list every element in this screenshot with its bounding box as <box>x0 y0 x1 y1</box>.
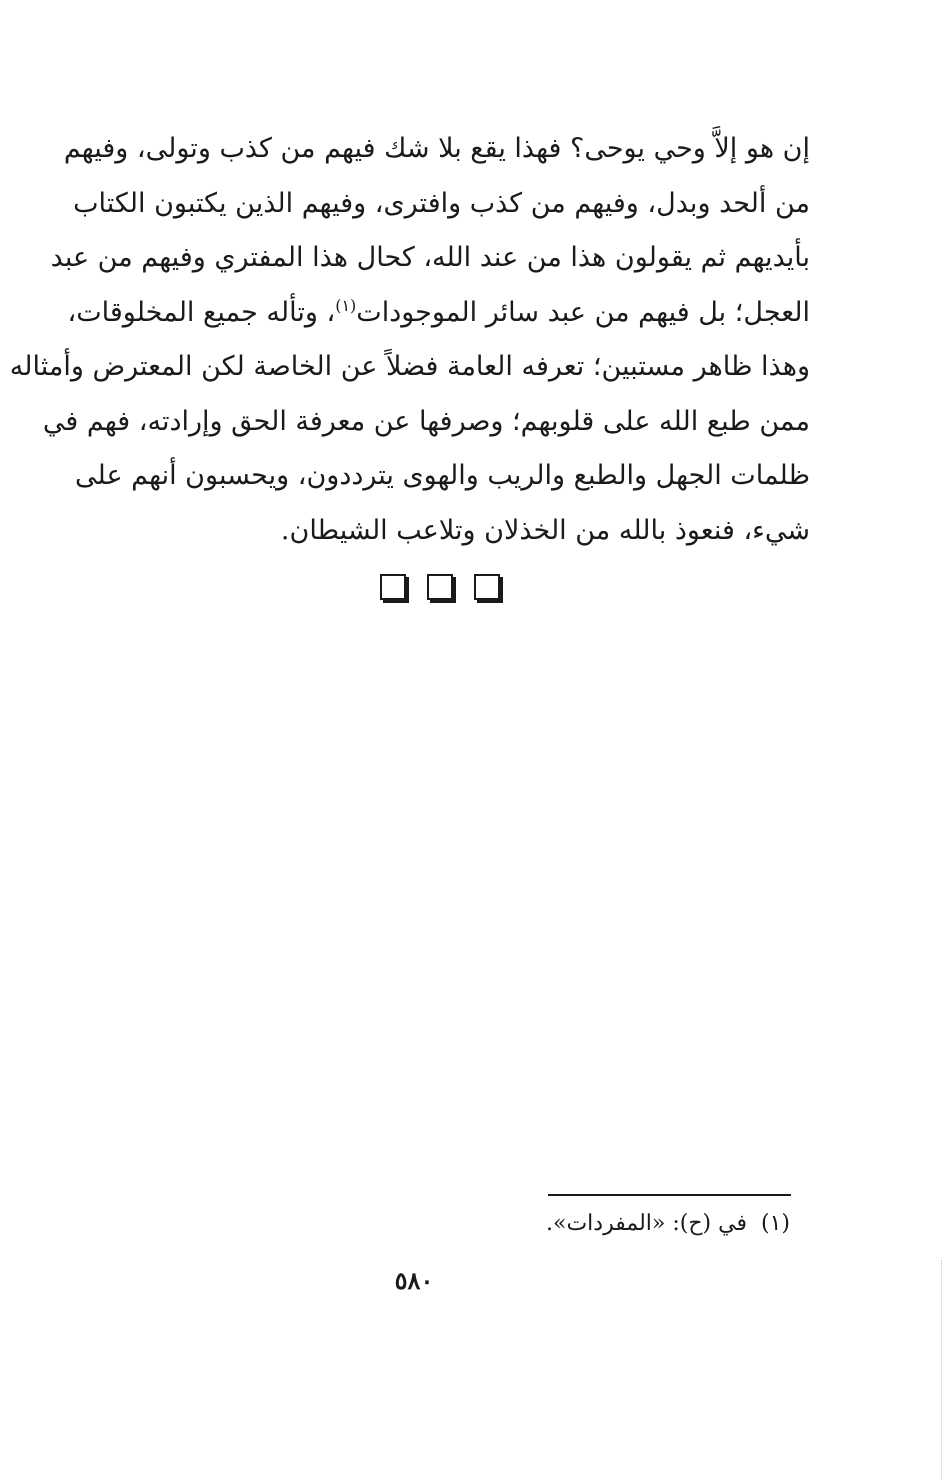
scan-edge-mark <box>940 1260 942 1480</box>
text-line-2: من ألحد وبدل، وفيهم من كذب وافترى، وفيهم الذين يكتبون الكتاب <box>73 187 810 219</box>
square-ornament-icon <box>474 574 500 600</box>
text-line-5: وهذا ظاهر مستبين؛ تعرفه العامة فضلاً عن الخاصة لكن المعترض وأمثاله <box>9 351 810 382</box>
square-ornament-icon <box>380 574 406 600</box>
text-line-8: شيء، فنعوذ بالله من الخذلان وتلاعب الشيطان. <box>280 514 810 546</box>
square-ornament-icon <box>427 574 453 600</box>
section-divider-ornament <box>380 574 500 604</box>
text-line-6: ممن طبع الله على قلوبهم؛ وصرفها عن معرفة الحق وإرادته، فهم في <box>42 405 810 437</box>
text-line-4-part-2: ، وتأله جميع المخلوقات، <box>67 296 336 328</box>
text-line-3: بأيديهم ثم يقولون هذا من عند الله، كحال هذا المفتري وفيهم من عبد <box>50 242 810 273</box>
body-text <box>9 122 810 558</box>
text-line-4 <box>67 286 810 341</box>
text-line-7: ظلمات الجهل والطبع والريب والهوى يترددون، ويحسبون أنهم على <box>75 460 810 491</box>
page-number: ٥٨٠ <box>394 1266 434 1295</box>
footnote-reference[interactable]: (١) <box>335 295 357 315</box>
text-line-4-part-1: العجل؛ بل فيهم من عبد سائر الموجودات <box>356 296 810 328</box>
footnote-divider <box>548 1194 791 1196</box>
footnote <box>400 1206 790 1242</box>
footnote-text: في (ح): «المفردات». <box>546 1211 747 1236</box>
footnote-marker: (١) <box>760 1211 790 1236</box>
text-line-1: إن هو إلاَّ وحي يوحى؟ فهذا يقع بلا شك فيهم من كذب وتولى، وفيهم <box>63 133 810 164</box>
